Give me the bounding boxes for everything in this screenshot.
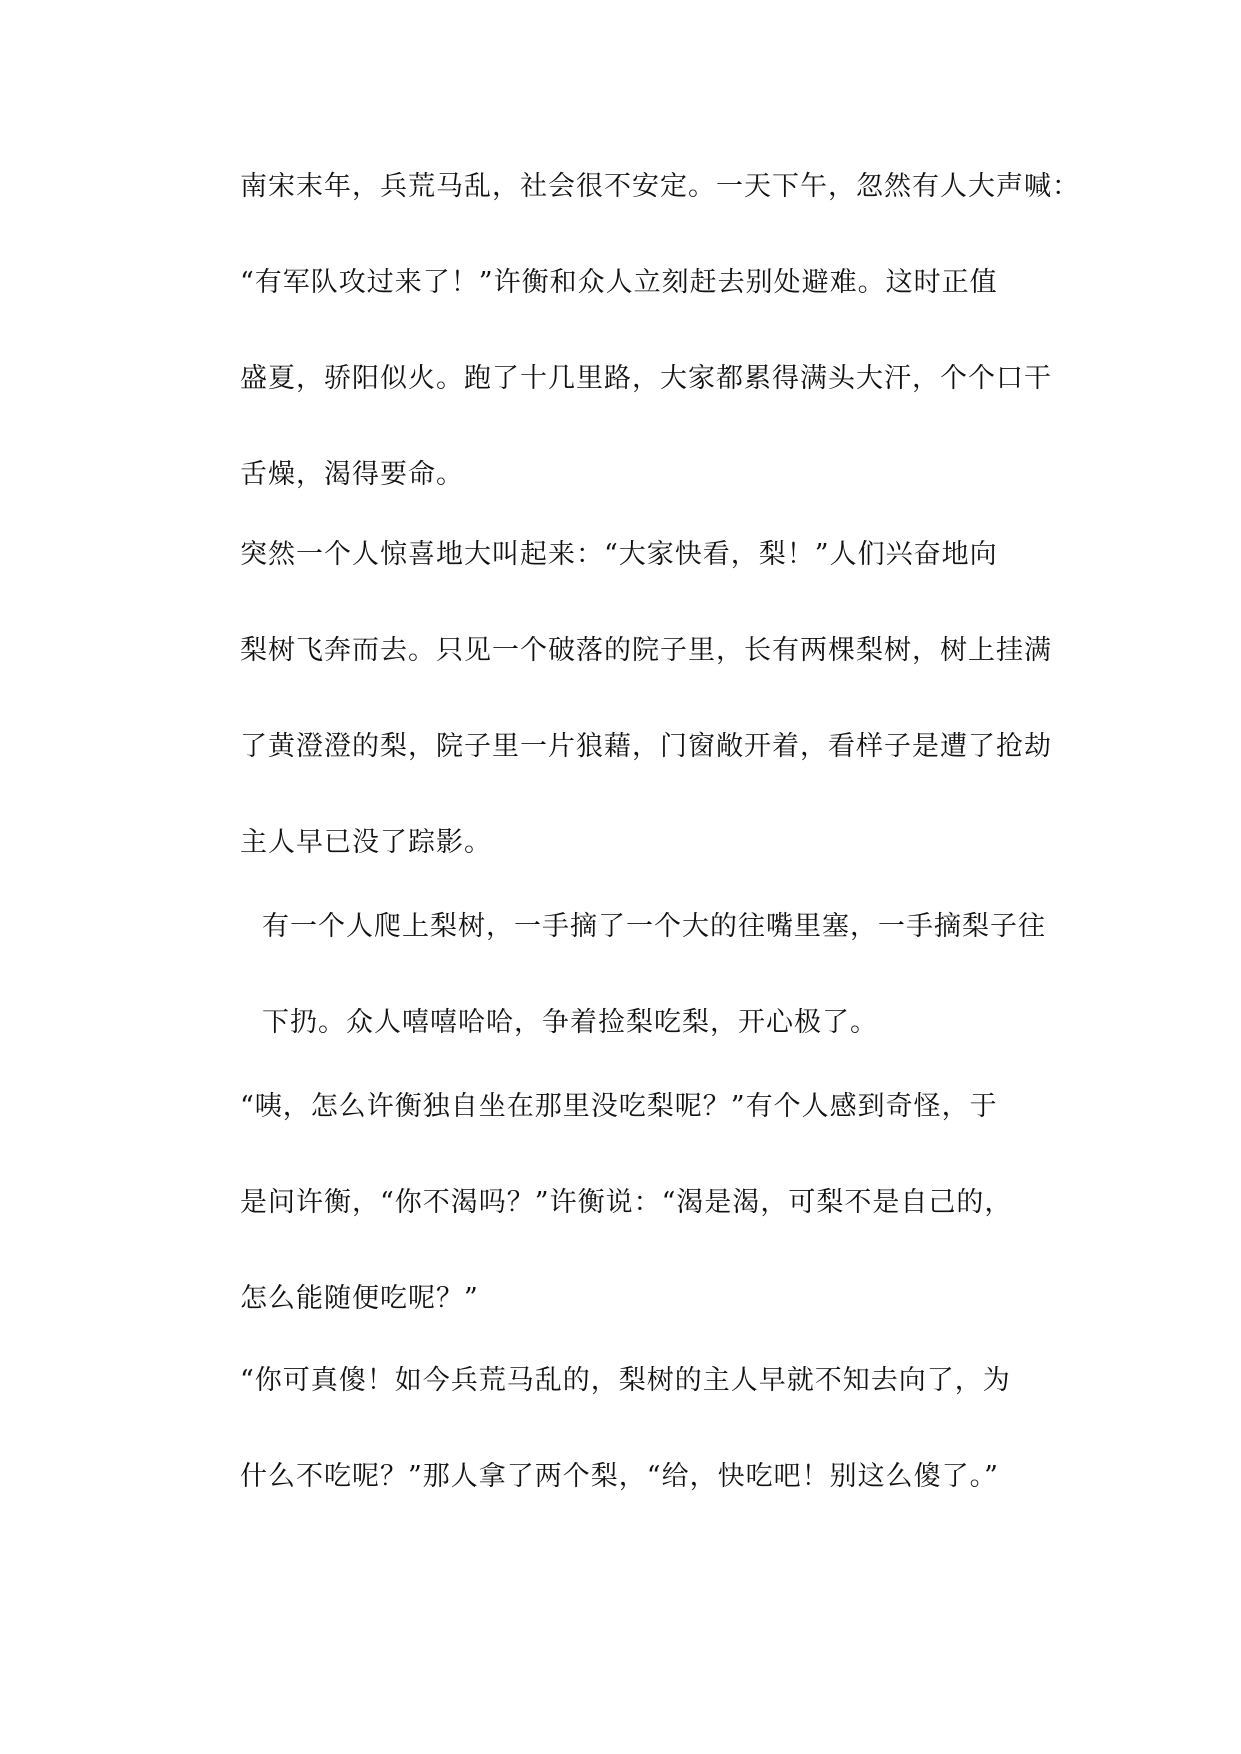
text-line: “咦，怎么许衡独自坐在那里没吃梨呢？”有个人感到奇怪，于: [240, 1091, 998, 1122]
text-line: 主人早已没了踪影。: [240, 827, 492, 858]
text-line: 有一个人爬上梨树，一手摘了一个大的往嘴里塞，一手摘梨子往: [262, 911, 1046, 942]
text-line: 突然一个人惊喜地大叫起来：“大家快看，梨！”人们兴奋地向: [240, 539, 998, 570]
text-line: “你可真傻！如今兵荒马乱的，梨树的主人早就不知去向了，为: [240, 1365, 1011, 1396]
text-line: 舌燥，渴得要命。: [240, 459, 464, 490]
text-line: 了黄澄澄的梨，院子里一片狼藉，门窗敞开着，看样子是遭了抢劫: [240, 731, 1052, 762]
text-line: 下扔。众人嘻嘻哈哈，争着捡梨吃梨，开心极了。: [262, 1007, 878, 1038]
text-line: 南宋末年，兵荒马乱，社会很不安定。一天下午，忽然有人大声喊：: [240, 171, 1080, 202]
text-line: 怎么能随便吃呢？”: [240, 1283, 479, 1314]
text-line: “有军队攻过来了！”许衡和众人立刻赶去别处避难。这时正值: [240, 267, 998, 298]
text-line: 是问许衡，“你不渴吗？”许衡说：“渴是渴，可梨不是自己的，: [240, 1187, 1013, 1218]
text-line: 梨树飞奔而去。只见一个破落的院子里，长有两棵梨树，树上挂满: [240, 635, 1052, 666]
text-line: 盛夏，骄阳似火。跑了十几里路，大家都累得满头大汗，个个口干: [240, 363, 1052, 394]
text-line: 什么不吃呢？”那人拿了两个梨，“给，快吃吧！别这么傻了。”: [240, 1461, 999, 1492]
